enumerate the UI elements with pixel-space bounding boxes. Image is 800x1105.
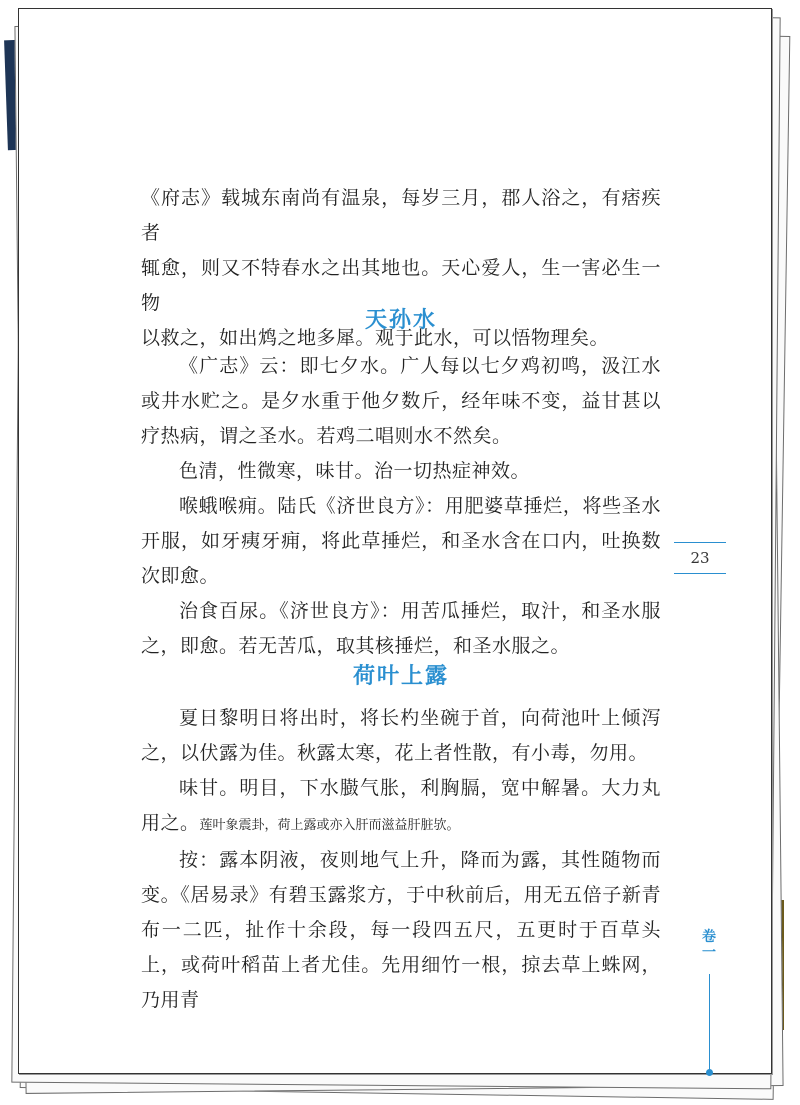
intro-line: 以救之，如出鸩之地多犀。观于此水，可以悟物理矣。 [141, 327, 610, 349]
annotation-note: 莲叶象震卦，荷上露或亦入肝而滋益肝脏欤。 [199, 818, 460, 833]
paragraph [141, 771, 661, 843]
page-number: 23 [690, 549, 710, 567]
paragraph-text: 味甘。明目，下水臌气胀，利胸膈，宽中解暑。大力丸用之。 [141, 777, 661, 834]
page-number-box [674, 542, 726, 574]
paragraph: 《广志》云：即七夕水。广人每以七夕鸡初鸣，汲江水或井水贮之。是夕水重于他夕数斤，经年味不变，益甘甚以疗热病，谓之圣水。若鸡二唱则水不然矣。 [141, 355, 661, 447]
paragraph: 夏日黎明日将出时，将长杓坐碗于首，向荷池叶上倾泻之，以伏露为佳。秋露太寒，花上者性散，有小毒，勿用。 [141, 707, 661, 764]
volume-rule-dot [706, 1069, 713, 1076]
intro-line: 《府志》载城东南尚有温泉，每岁三月，郡人浴之，有痞疾者 [141, 187, 661, 244]
section-title-heyeshanglu: 荷叶上露 [352, 663, 449, 689]
paragraph: 色清，性微寒，味甘。治一切热症神效。 [179, 460, 531, 482]
section-body-tiansunshui [141, 349, 661, 664]
intro-line: 辄愈，则又不特春水之出其地也。天心爱人，生一害必生一物 [141, 257, 661, 314]
paragraph: 按：露本阴液，夜则地气上升，降而为露，其性随物而变。《居易录》有碧玉露浆方，于中秋前后，用无五倍子新青布一二匹，扯作十余段，每一段四五尺，五更时于百草头上，或荷叶稻苗上者尤佳。先用细竹一根，掠去草上蛛网，乃用青 [141, 849, 661, 1011]
volume-rule [709, 974, 710, 1070]
paragraph: 治食百尿。《济世良方》：用苦瓜捶烂，取汁，和圣水服之，即愈。若无苦瓜，取其核捶烂，和圣水服之。 [141, 600, 661, 657]
volume-label: 卷一 [702, 929, 716, 961]
page-number-rule-top [674, 542, 726, 543]
section-body-heyeshanglu [141, 701, 661, 1018]
page-number-rule-bottom [674, 573, 726, 574]
paragraph: 喉蛾喉痈。陆氏《济世良方》：用肥婆草捶烂，将些圣水开服，如牙痍牙痈，将此草捶烂，和圣水含在口内，吐换数次即愈。 [141, 495, 661, 587]
book-page [18, 8, 772, 1074]
section-title-tiansunshui: 天孙水 [364, 307, 437, 333]
